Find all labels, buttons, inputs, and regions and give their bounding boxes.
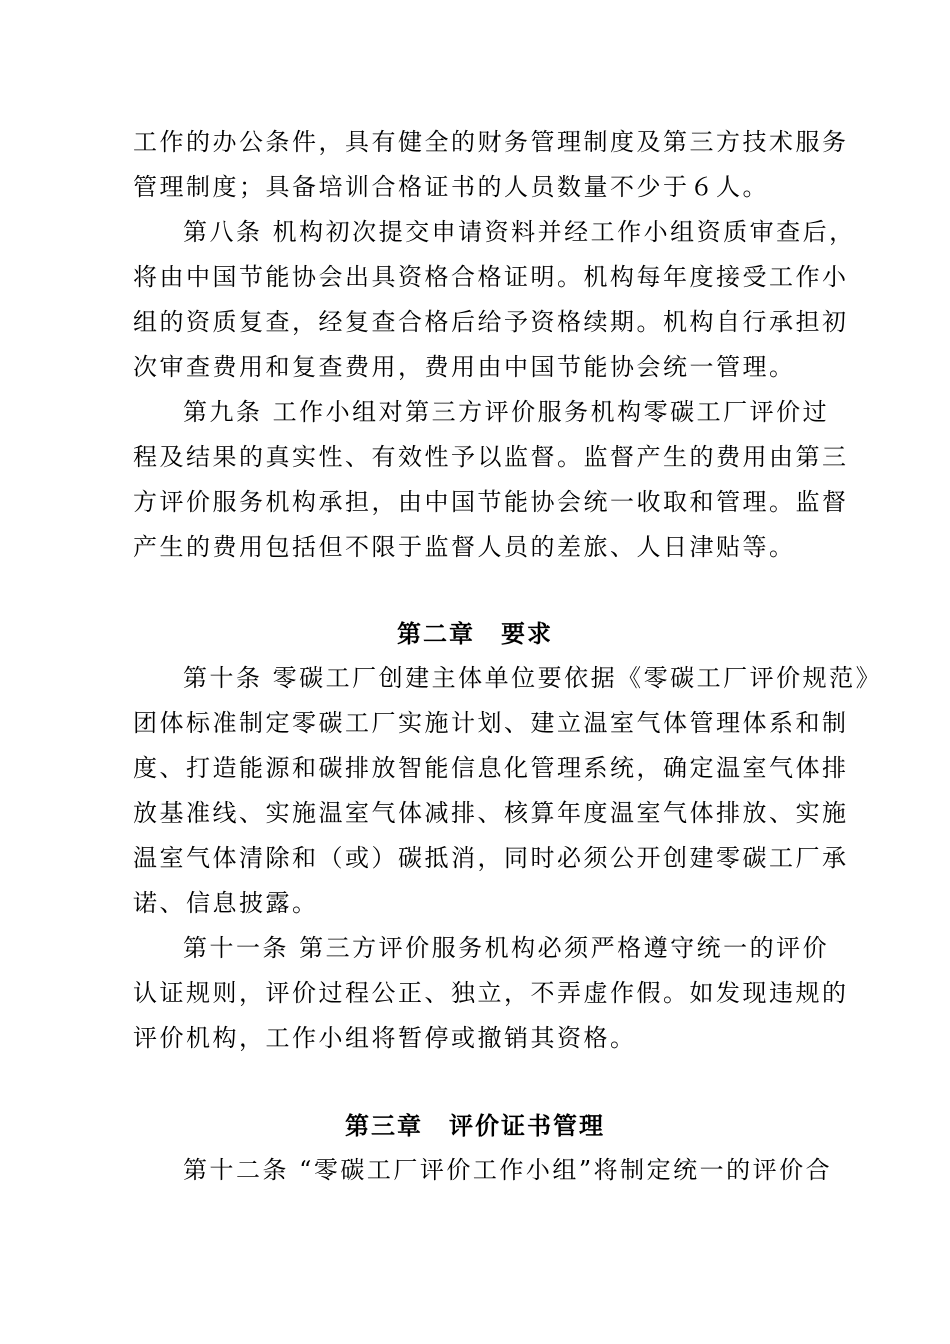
- paragraph-line: 产生的费用包括但不限于监督人员的差旅、人日津贴等。: [133, 533, 796, 561]
- chapter-3-heading: 第三章 评价证书管理: [345, 1111, 605, 1140]
- paragraph-line: 认证规则，评价过程公正、独立，不弄虚作假。如发现违规的: [133, 979, 849, 1007]
- article-11-line: 第十一条 第三方评价服务机构必须严格遵守统一的评价: [183, 934, 830, 962]
- paragraph-line: 程及结果的真实性、有效性予以监督。监督产生的费用由第三: [133, 443, 849, 471]
- paragraph-line: 诺、信息披露。: [133, 889, 319, 917]
- article-8-line: 第八条 机构初次提交申请资料并经工作小组资质审查后，: [183, 218, 856, 246]
- article-12-line: 第十二条 “零碳工厂评价工作小组”将制定统一的评价合: [183, 1156, 833, 1184]
- paragraph-line: 次审查费用和复查费用，费用由中国节能协会统一管理。: [133, 353, 796, 381]
- paragraph-line: 度、打造能源和碳排放智能信息化管理系统，确定温室气体排: [133, 754, 849, 782]
- paragraph-line: 温室气体清除和（或）碳抵消，同时必须公开创建零碳工厂承: [133, 844, 849, 872]
- paragraph-line: 工作的办公条件，具有健全的财务管理制度及第三方技术服务: [133, 128, 849, 156]
- paragraph-line: 评价机构，工作小组将暂停或撤销其资格。: [133, 1024, 637, 1052]
- article-10-line: 第十条 零碳工厂创建主体单位要依据《零碳工厂评价规范》: [183, 664, 883, 692]
- paragraph-line: 组的资质复查，经复查合格后给予资格续期。机构自行承担初: [133, 308, 849, 336]
- paragraph-line: 管理制度；具备培训合格证书的人员数量不少于６人。: [133, 173, 769, 201]
- chapter-2-heading: 第二章 要求: [397, 619, 553, 648]
- paragraph-line: 放基准线、实施温室气体减排、核算年度温室气体排放、实施: [133, 799, 849, 827]
- paragraph-line: 团体标准制定零碳工厂实施计划、建立温室气体管理体系和制: [133, 709, 849, 737]
- article-9-line: 第九条 工作小组对第三方评价服务机构零碳工厂评价过: [183, 398, 830, 426]
- paragraph-line: 将由中国节能协会出具资格合格证明。机构每年度接受工作小: [133, 263, 849, 291]
- paragraph-line: 方评价服务机构承担，由中国节能协会统一收取和管理。监督: [133, 488, 849, 516]
